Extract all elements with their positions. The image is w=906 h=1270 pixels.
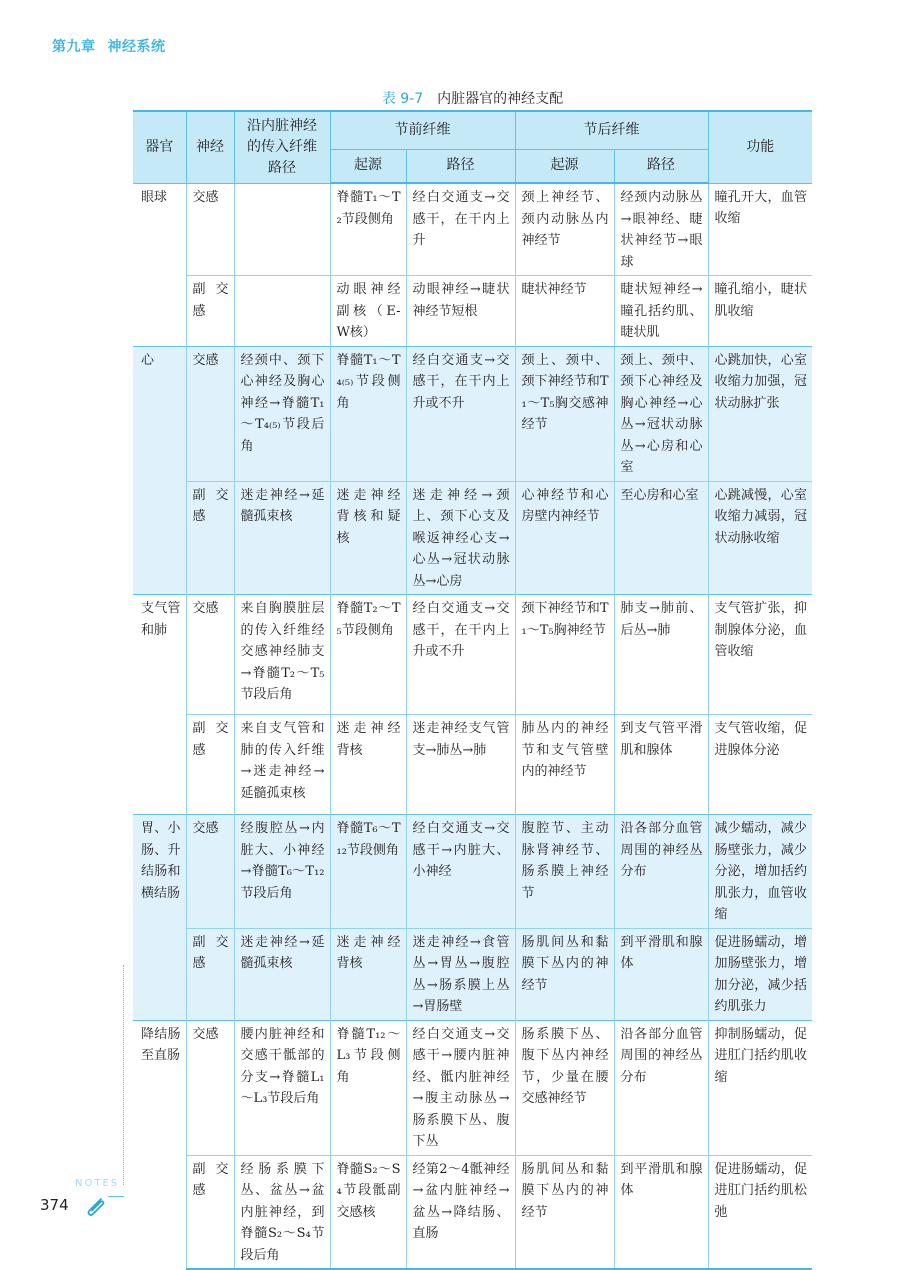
- header-pre-origin: 起源: [330, 149, 406, 183]
- cell-nerve: 副交感: [186, 1155, 234, 1269]
- cell-pre-path: 经白交通支→交感干→腰内脏神经、骶内脏神经→腹主动脉丛→肠系膜下丛、腹下丛: [406, 1020, 515, 1155]
- cell-afferent: 经肠系膜下丛、盆丛→盆内脏神经，到脊髓S₂～S₄节段后角: [234, 1155, 330, 1269]
- cell-organ: 眼球: [133, 183, 186, 346]
- cell-afferent: 迷走神经→延髓孤束核: [234, 481, 330, 595]
- cell-post-origin: 睫状神经节: [515, 276, 614, 347]
- header-postganglionic: 节后纤维: [515, 111, 708, 149]
- cell-post-origin: 肠肌间丛和黏膜下丛内的神经节: [515, 928, 614, 1020]
- header-post-origin: 起源: [515, 149, 614, 183]
- cell-post-origin: 腹腔节、主动脉肾神经节、肠系膜上神经节: [515, 815, 614, 929]
- cell-function: 促进肠蠕动，促进肛门括约肌松弛: [708, 1155, 812, 1269]
- cell-pre-origin: 脊髓T₁₂～L₃节段侧角: [330, 1020, 406, 1155]
- cell-post-origin: 颈下神经节和T₁～T₅胸神经节: [515, 595, 614, 715]
- table-caption: [133, 88, 812, 108]
- cell-afferent: [234, 276, 330, 347]
- cell-post-path: 沿各部分血管周围的神经丛分布: [614, 815, 708, 929]
- table-body: [133, 183, 812, 1269]
- cell-pre-origin: 脊髓T₁～T₄₍₅₎节段侧角: [330, 346, 406, 481]
- chapter-label: 第九章: [52, 39, 96, 55]
- table-row: [133, 346, 812, 481]
- cell-pre-path: 经白交通支→交感干，在干内上升: [406, 183, 515, 276]
- table-row: [133, 595, 812, 715]
- cell-organ: 降结肠至直肠: [133, 1020, 186, 1269]
- cell-nerve: 副交感: [186, 928, 234, 1020]
- cell-pre-origin: 脊髓T₁～T₂节段侧角: [330, 183, 406, 276]
- cell-pre-origin: 脊髓T₂～T₅节段侧角: [330, 595, 406, 715]
- header-afferent: 沿内脏神经的传入纤维路径: [234, 111, 330, 183]
- notes-divider: [108, 1196, 124, 1197]
- cell-afferent: 来自胸膜脏层的传入纤维经交感神经肺支→脊髓T₂～T₅节段后角: [234, 595, 330, 715]
- section-label: 神经系统: [107, 39, 166, 55]
- cell-afferent: [234, 183, 330, 276]
- cell-organ: 胃、小肠、升结肠和横结肠: [133, 815, 186, 1021]
- cell-nerve: 交感: [186, 1020, 234, 1155]
- cell-pre-origin: 脊髓T₆～T₁₂节段侧角: [330, 815, 406, 929]
- cell-pre-origin: 动眼神经副核（E-W核）: [330, 276, 406, 347]
- notes-label: NOTES: [75, 1178, 120, 1189]
- cell-post-origin: 心神经节和心房壁内神经节: [515, 481, 614, 595]
- cell-nerve: 交感: [186, 595, 234, 715]
- table-row: [133, 715, 812, 815]
- cell-post-path: 睫状短神经→瞳孔括约肌、睫状肌: [614, 276, 708, 347]
- cell-organ: 心: [133, 346, 186, 595]
- cell-post-origin: 颈上神经节、颈内动脉丛内神经节: [515, 183, 614, 276]
- page-number: 374: [40, 1196, 69, 1214]
- cell-post-origin: 肠系膜下丛、腹下丛内神经节，少量在腰交感神经节: [515, 1020, 614, 1155]
- cell-pre-path: 动眼神经→睫状神经节短根: [406, 276, 515, 347]
- cell-post-origin: 肺丛内的神经节和支气管壁内的神经节: [515, 715, 614, 815]
- cell-organ: 支气管和肺: [133, 595, 186, 815]
- cell-post-path: 至心房和心室: [614, 481, 708, 595]
- cell-function: 瞳孔开大，血管收缩: [708, 183, 812, 276]
- cell-function: 心跳减慢，心室收缩力减弱，冠状动脉收缩: [708, 481, 812, 595]
- table-row: [133, 481, 812, 595]
- cell-nerve: 副交感: [186, 276, 234, 347]
- cell-pre-path: 经白交通支→交感干→内脏大、小神经: [406, 815, 515, 929]
- cell-post-path: 肺支→肺前、后丛→肺: [614, 595, 708, 715]
- cell-pre-path: 迷走神经支气管支→肺丛→肺: [406, 715, 515, 815]
- cell-pre-origin: 脊髓S₂～S₄节段骶副交感核: [330, 1155, 406, 1269]
- cell-nerve: 副交感: [186, 481, 234, 595]
- cell-afferent: 经腹腔丛→内脏大、小神经→脊髓T₆～T₁₂节段后角: [234, 815, 330, 929]
- cell-post-path: 到支气管平滑肌和腺体: [614, 715, 708, 815]
- header-preganglionic: 节前纤维: [330, 111, 515, 149]
- cell-function: 减少蠕动，减少肠壁张力，减少分泌，增加括约肌张力，血管收缩: [708, 815, 812, 929]
- cell-pre-path: 经白交通支→交感干，在干内上升或不升: [406, 595, 515, 715]
- cell-pre-origin: 迷走神经背核: [330, 715, 406, 815]
- paperclip-icon: [84, 1196, 106, 1218]
- cell-afferent: 迷走神经→延髓孤束核: [234, 928, 330, 1020]
- header-pre-path: 路径: [406, 149, 515, 183]
- header-organ: 器官: [133, 111, 186, 183]
- table-number: 表 9-7: [381, 91, 424, 107]
- innervation-table: [133, 110, 812, 1270]
- cell-pre-path: 迷走神经→颈上、颈下心支及喉返神经心支→心丛→冠状动脉丛→心房: [406, 481, 515, 595]
- cell-post-path: 经颈内动脉丛→眼神经、睫状神经节→眼球: [614, 183, 708, 276]
- table-row: [133, 1020, 812, 1155]
- header-post-path: 路径: [614, 149, 708, 183]
- cell-function: 瞳孔缩小，睫状肌收缩: [708, 276, 812, 347]
- cell-post-path: 沿各部分血管周围的神经丛分布: [614, 1020, 708, 1155]
- header-nerve: 神经: [186, 111, 234, 183]
- cell-function: 抑制肠蠕动，促进肛门括约肌收缩: [708, 1020, 812, 1155]
- cell-nerve: 交感: [186, 346, 234, 481]
- table-row: [133, 183, 812, 276]
- cell-function: 支气管收缩，促进腺体分泌: [708, 715, 812, 815]
- table-row: [133, 276, 812, 347]
- table-title: 内脏器官的神经支配: [437, 91, 564, 107]
- cell-post-path: 到平滑肌和腺体: [614, 1155, 708, 1269]
- cell-post-origin: 颈上、颈中、颈下神经节和T₁～T₅胸交感神经节: [515, 346, 614, 481]
- cell-nerve: 交感: [186, 183, 234, 276]
- cell-nerve: 副交感: [186, 715, 234, 815]
- notes-margin-line: [123, 965, 124, 1185]
- cell-function: 心跳加快，心室收缩力加强，冠状动脉扩张: [708, 346, 812, 481]
- cell-pre-origin: 迷走神经背核: [330, 928, 406, 1020]
- cell-post-path: 颈上、颈中、颈下心神经及胸心神经→心丛→冠状动脉丛→心房和心室: [614, 346, 708, 481]
- header-function: 功能: [708, 111, 812, 183]
- cell-nerve: 交感: [186, 815, 234, 929]
- cell-afferent: 经颈中、颈下心神经及胸心神经→脊髓T₁～T₄₍₅₎节段后角: [234, 346, 330, 481]
- cell-afferent: 腰内脏神经和交感干骶部的分支→脊髓L₁～L₃节段后角: [234, 1020, 330, 1155]
- cell-function: 支气管扩张，抑制腺体分泌，血管收缩: [708, 595, 812, 715]
- cell-post-origin: 肠肌间丛和黏膜下丛内的神经节: [515, 1155, 614, 1269]
- cell-function: 促进肠蠕动，增加肠壁张力，增加分泌，减少括约肌张力: [708, 928, 812, 1020]
- table-row: [133, 815, 812, 929]
- table-row: [133, 928, 812, 1020]
- cell-pre-origin: 迷走神经背核和疑核: [330, 481, 406, 595]
- cell-post-path: 到平滑肌和腺体: [614, 928, 708, 1020]
- cell-pre-path: 迷走神经→食管丛→胃丛→腹腔丛→肠系膜上丛→胃肠壁: [406, 928, 515, 1020]
- cell-pre-path: 经第2～4骶神经→盆内脏神经→盆丛→降结肠、直肠: [406, 1155, 515, 1269]
- cell-afferent: 来自支气管和肺的传入纤维→迷走神经→延髓孤束核: [234, 715, 330, 815]
- cell-pre-path: 经白交通支→交感干，在干内上升或不升: [406, 346, 515, 481]
- table-row: [133, 1155, 812, 1269]
- running-header: [52, 36, 166, 56]
